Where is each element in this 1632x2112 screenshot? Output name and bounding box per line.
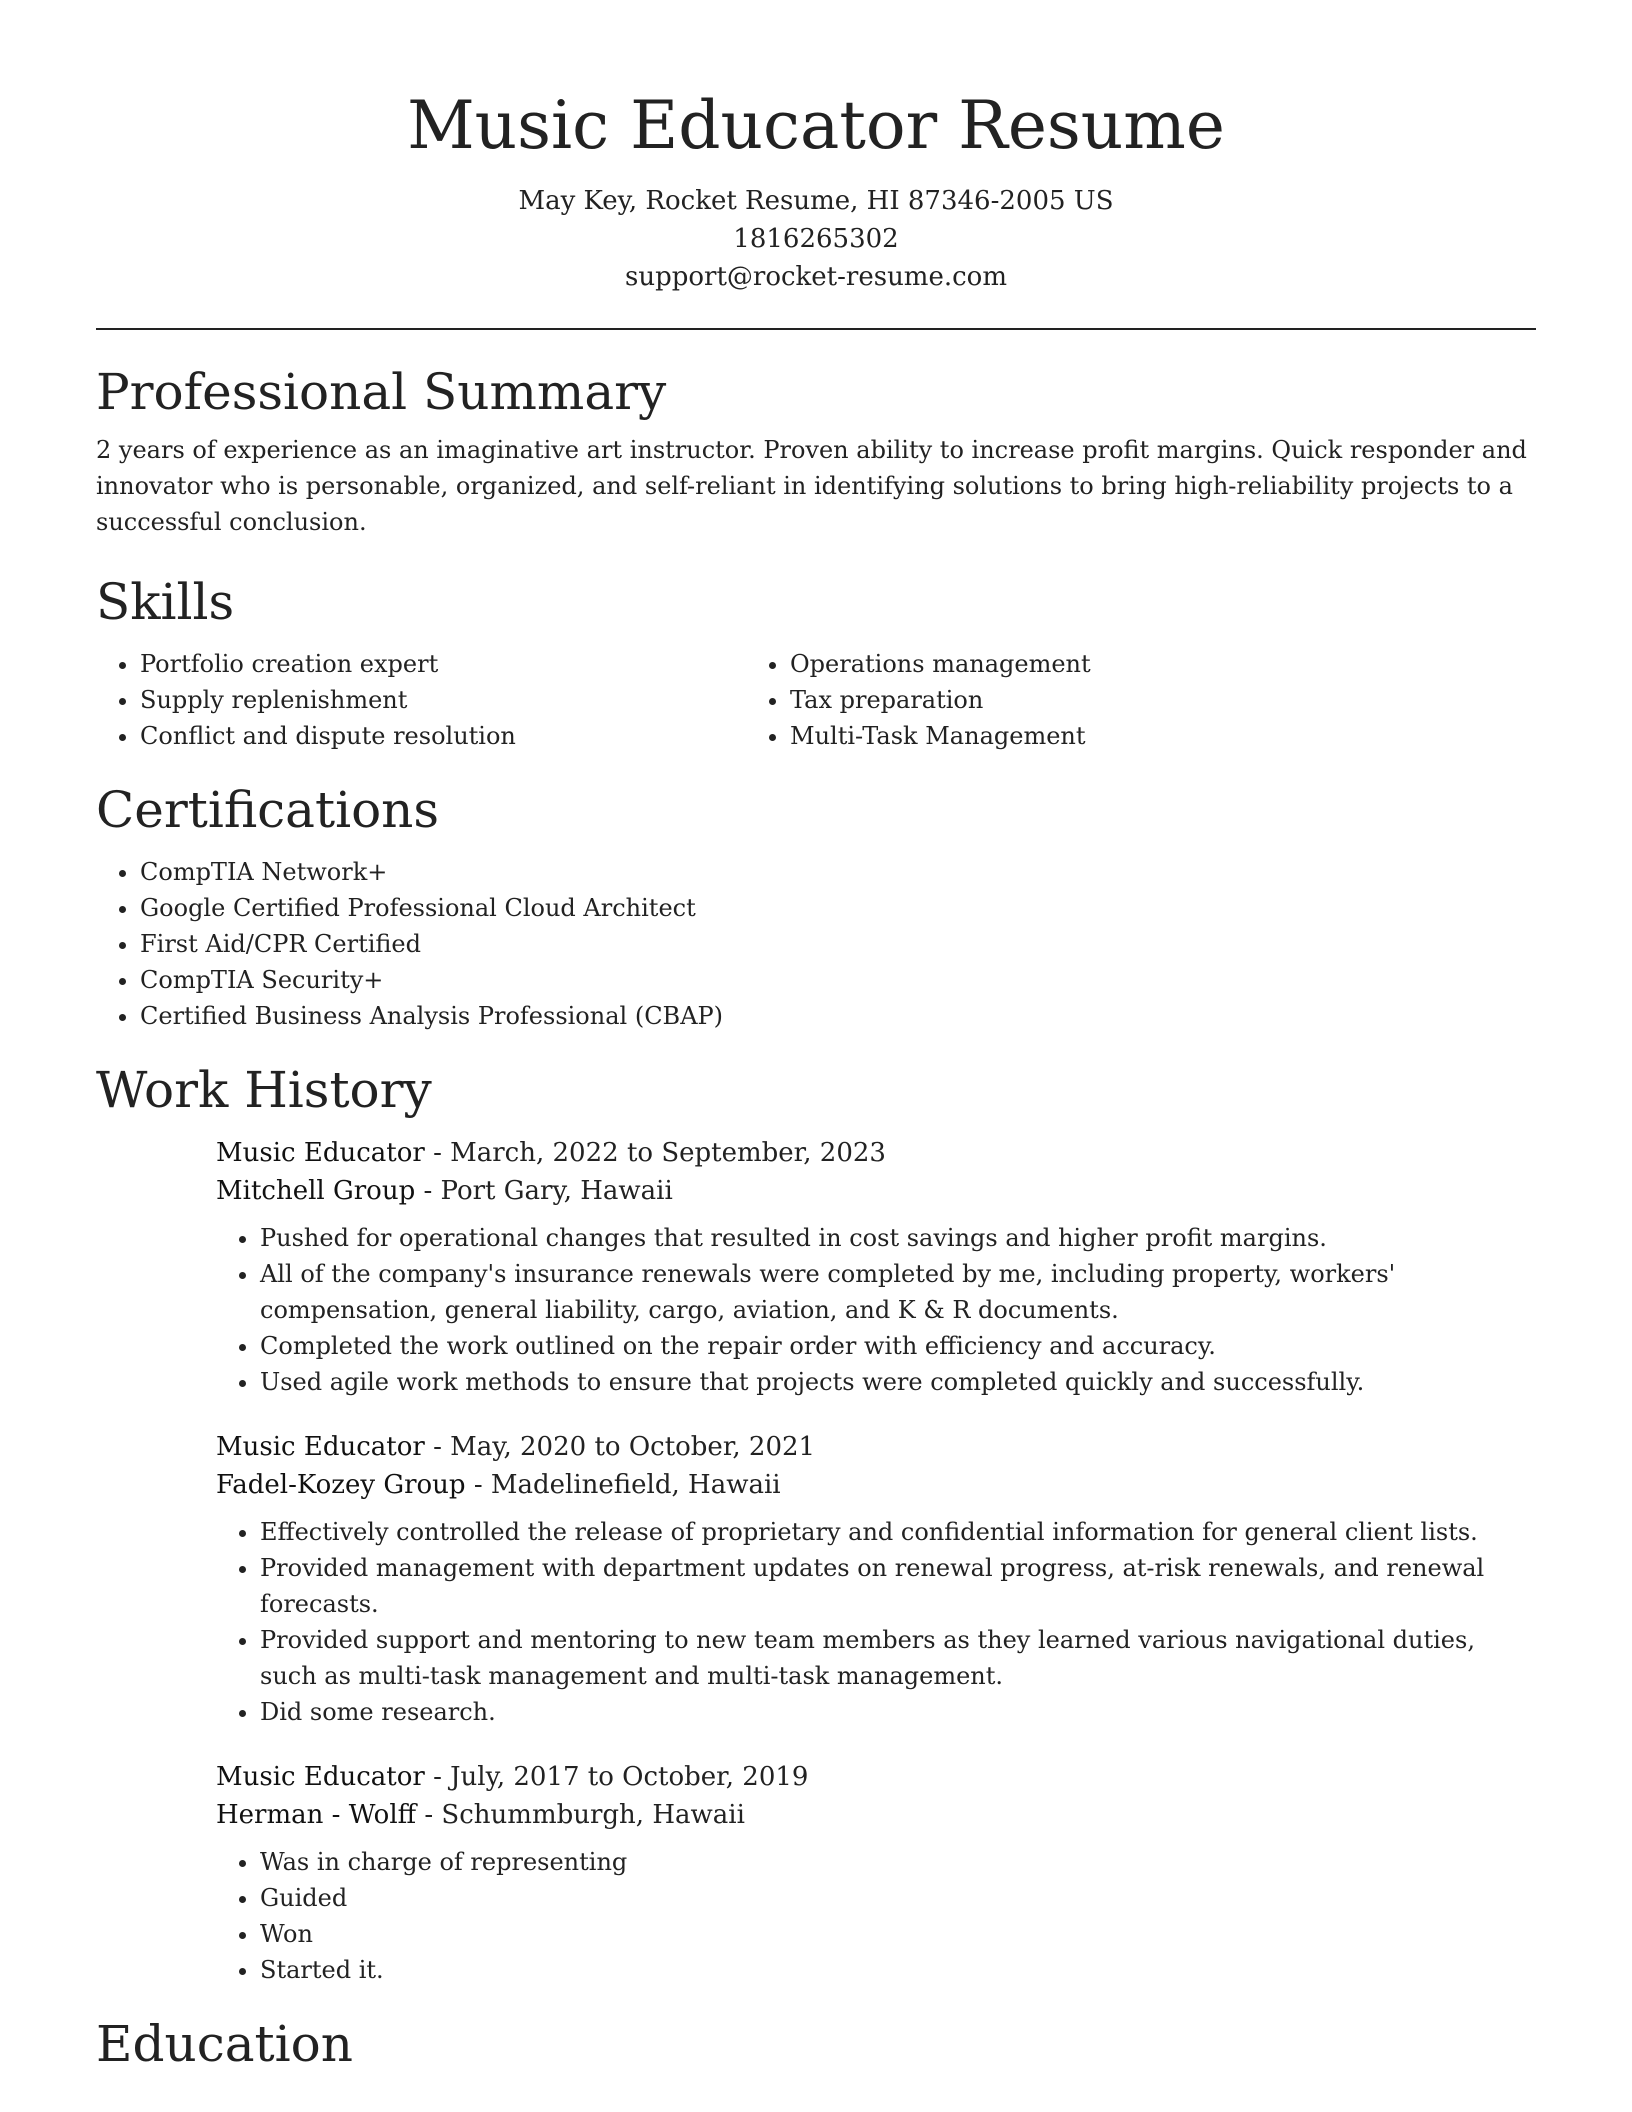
contact-email: support@rocket-resume.com xyxy=(624,262,1007,292)
job-bullet: • Effectively controlled the release of proprietary and confidential information for general client lists. xyxy=(260,1514,1536,1550)
job-entry xyxy=(216,1758,1536,1988)
skills-heading: Skills xyxy=(96,573,235,631)
job-bullet: • Provided management with department updates on renewal progress, at-risk renewals, and renewal forecasts. xyxy=(260,1550,1536,1622)
job-company: Mitchell Group xyxy=(216,1176,416,1206)
job-bullet: • All of the company's insurance renewals were completed by me, including property, workers' compensation, general liability, cargo, aviation, and K & R documents. xyxy=(260,1256,1536,1328)
skill-item: • Supply replenishment xyxy=(140,682,746,718)
job-entry xyxy=(216,1428,1536,1730)
job-company-line xyxy=(216,1796,1536,1834)
certification-item: • Google Certified Professional Cloud Architect xyxy=(140,890,1536,926)
job-bullet: • Pushed for operational changes that resulted in cost savings and higher profit margins. xyxy=(260,1220,1536,1256)
job-bullets xyxy=(216,1844,1536,1988)
skill-item: • Tax preparation xyxy=(790,682,1396,718)
job-title-line xyxy=(216,1428,1536,1466)
resume-page xyxy=(96,80,1536,2080)
job-bullet: • Guided xyxy=(260,1880,1536,1916)
job-dates: - March, 2022 to September, 2023 xyxy=(424,1138,886,1168)
skill-item: • Portfolio creation expert xyxy=(140,646,746,682)
job-title: Music Educator xyxy=(216,1138,425,1168)
certification-item: • First Aid/CPR Certified xyxy=(140,926,1536,962)
job-bullets xyxy=(216,1220,1536,1400)
job-company-line xyxy=(216,1466,1536,1504)
job-title-line xyxy=(216,1758,1536,1796)
skill-item: • Conflict and dispute resolution xyxy=(140,718,746,754)
contact-phone: 1816265302 xyxy=(733,224,899,254)
job-dates: - May, 2020 to October, 2021 xyxy=(424,1432,816,1462)
contact-address: May Key, Rocket Resume, HI 87346-2005 US xyxy=(518,186,1114,216)
job-dates: - July, 2017 to October, 2019 xyxy=(424,1762,809,1792)
certification-item: • Certified Business Analysis Professional (CBAP) xyxy=(140,998,1536,1034)
job-bullet: • Completed the work outlined on the repair order with efficiency and accuracy. xyxy=(260,1328,1536,1364)
job-location: - Schummburgh, Hawaii xyxy=(416,1800,745,1830)
certification-item: • CompTIA Security+ xyxy=(140,962,1536,998)
job-bullet: • Won xyxy=(260,1916,1536,1952)
job-bullet: • Was in charge of representing xyxy=(260,1844,1536,1880)
job-title-line xyxy=(216,1134,1536,1172)
resume-title: Music Educator Resume xyxy=(407,87,1225,164)
certifications-list xyxy=(96,854,1536,1034)
summary-heading: Professional Summary xyxy=(96,363,667,421)
skill-item: • Multi-Task Management xyxy=(790,718,1396,754)
job-bullets xyxy=(216,1514,1536,1730)
skills-right-column xyxy=(746,646,1396,754)
job-company: Herman - Wolff xyxy=(216,1800,417,1830)
job-bullet: • Provided support and mentoring to new team members as they learned various navigational duties, such as multi-task management and multi-task management. xyxy=(260,1622,1536,1694)
job-title: Music Educator xyxy=(216,1432,425,1462)
work-history-list xyxy=(216,1134,1536,1988)
job-bullet: • Started it. xyxy=(260,1952,1536,1988)
job-location: - Port Gary, Hawaii xyxy=(415,1176,673,1206)
skills-list xyxy=(96,646,1536,754)
education-heading: Education xyxy=(96,2015,353,2073)
skills-left-column xyxy=(96,646,746,754)
job-location: - Madelinefield, Hawaii xyxy=(465,1470,781,1500)
job-title: Music Educator xyxy=(216,1762,425,1792)
certifications-heading: Certifications xyxy=(96,781,440,839)
summary-text: 2 years of experience as an imaginative art instructor. Proven ability to increase profit margins. Quick responder and innovator who is personable, organized, and self-reliant in identifying solutions to bring high-reliability projects to a successful conclusion. xyxy=(96,436,1527,536)
job-bullet: • Used agile work methods to ensure that projects were completed quickly and successfully. xyxy=(260,1364,1536,1400)
header-divider xyxy=(96,328,1536,330)
job-company-line xyxy=(216,1172,1536,1210)
skill-item: • Operations management xyxy=(790,646,1396,682)
job-entry xyxy=(216,1134,1536,1400)
work-history-heading: Work History xyxy=(96,1061,432,1119)
contact-block xyxy=(96,182,1536,296)
job-company: Fadel-Kozey Group xyxy=(216,1470,466,1500)
certification-item: • CompTIA Network+ xyxy=(140,854,1536,890)
job-bullet: • Did some research. xyxy=(260,1694,1536,1730)
